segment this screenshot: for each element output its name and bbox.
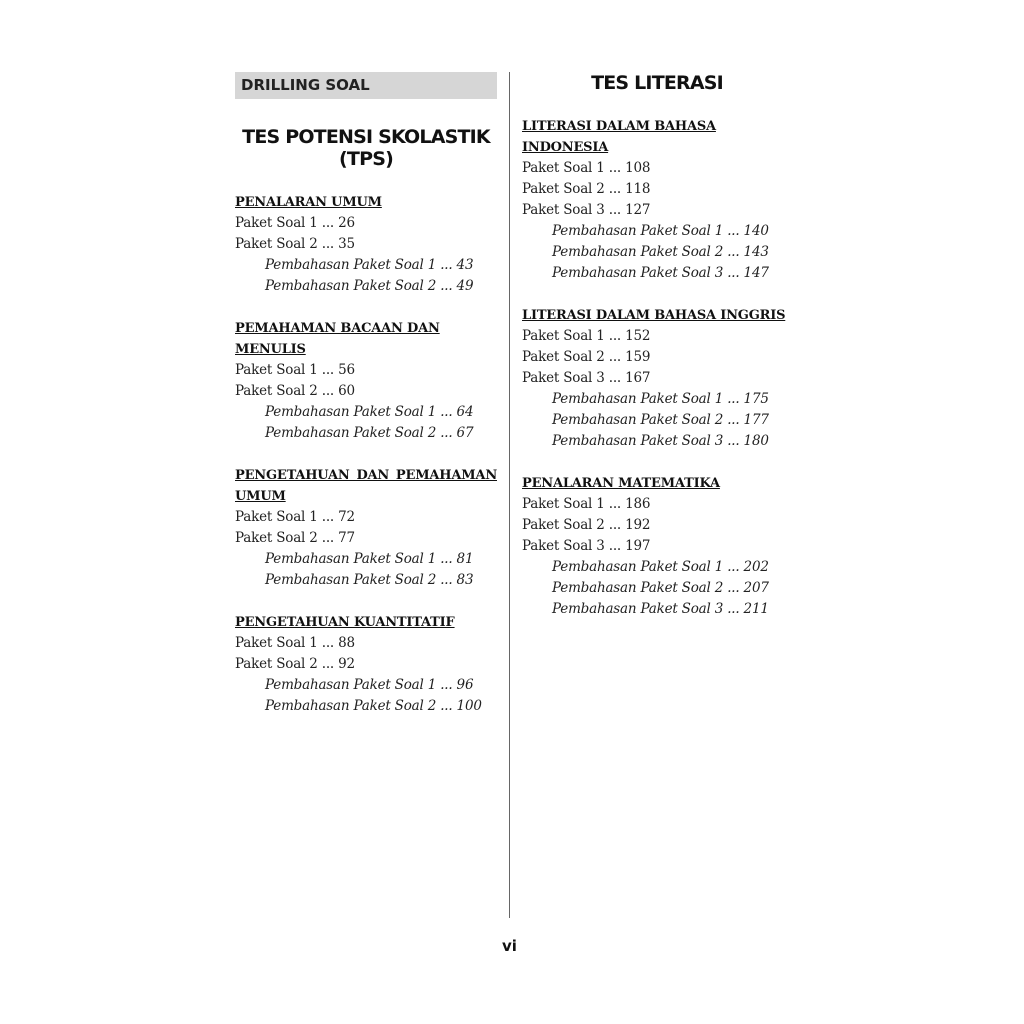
- toc-subentry[interactable]: Pembahasan Paket Soal 1 ... 175: [552, 391, 769, 407]
- toc-subentry[interactable]: Pembahasan Paket Soal 1 ... 202: [552, 559, 769, 575]
- toc-entry[interactable]: Paket Soal 1 ... 186: [522, 496, 651, 512]
- toc-entry[interactable]: Paket Soal 1 ... 88: [235, 635, 355, 651]
- section-heading[interactable]: PENALARAN UMUM: [235, 195, 382, 210]
- section-heading[interactable]: LITERASI DALAM BAHASA INDONESIA: [522, 119, 716, 155]
- toc-subentry[interactable]: Pembahasan Paket Soal 1 ... 64: [265, 404, 474, 420]
- page-number: vi: [502, 937, 517, 955]
- toc-subentry[interactable]: Pembahasan Paket Soal 3 ... 180: [552, 433, 769, 449]
- toc-entry[interactable]: Paket Soal 1 ... 56: [235, 362, 355, 378]
- tps-title: TES POTENSI SKOLASTIK (TPS): [242, 126, 490, 170]
- toc-subentry[interactable]: Pembahasan Paket Soal 2 ... 83: [265, 572, 474, 588]
- section-heading[interactable]: PEMAHAMAN BACAAN DAN MENULIS: [235, 321, 440, 357]
- toc-subentry[interactable]: Pembahasan Paket Soal 3 ... 211: [552, 601, 769, 617]
- literasi-title: TES LITERASI: [591, 72, 723, 94]
- left-column: [235, 72, 497, 717]
- section-heading[interactable]: PENGETAHUAN KUANTITATIF: [235, 615, 455, 630]
- toc-subentry[interactable]: Pembahasan Paket Soal 3 ... 147: [552, 265, 769, 281]
- toc-entry[interactable]: Paket Soal 1 ... 152: [522, 328, 651, 344]
- column-divider: [509, 72, 510, 918]
- toc-entry[interactable]: Paket Soal 2 ... 77: [235, 530, 355, 546]
- toc-subentry[interactable]: Pembahasan Paket Soal 2 ... 177: [552, 412, 769, 428]
- section-heading[interactable]: PENGETAHUAN DAN PEMAHAMAN UMUM: [235, 468, 497, 504]
- toc-entry[interactable]: Paket Soal 2 ... 159: [522, 349, 651, 365]
- toc-entry[interactable]: Paket Soal 2 ... 118: [522, 181, 651, 197]
- toc-entry[interactable]: Paket Soal 3 ... 197: [522, 538, 651, 554]
- toc-section-penalaran-umum: [235, 192, 497, 297]
- toc-subentry[interactable]: Pembahasan Paket Soal 2 ... 143: [552, 244, 769, 260]
- toc-section-literasi-indonesia: [522, 116, 792, 284]
- toc-section-literasi-inggris: [522, 305, 792, 452]
- toc-entry[interactable]: Paket Soal 3 ... 167: [522, 370, 651, 386]
- toc-subentry[interactable]: Pembahasan Paket Soal 2 ... 100: [265, 698, 482, 714]
- toc-subentry[interactable]: Pembahasan Paket Soal 2 ... 67: [265, 425, 474, 441]
- toc-entry[interactable]: Paket Soal 3 ... 127: [522, 202, 651, 218]
- toc-entry[interactable]: Paket Soal 1 ... 26: [235, 215, 355, 231]
- toc-subentry[interactable]: Pembahasan Paket Soal 1 ... 96: [265, 677, 474, 693]
- toc-entry[interactable]: Paket Soal 2 ... 192: [522, 517, 651, 533]
- drilling-soal-banner: DRILLING SOAL: [235, 72, 497, 99]
- toc-entry[interactable]: Paket Soal 2 ... 35: [235, 236, 355, 252]
- toc-entry[interactable]: Paket Soal 1 ... 108: [522, 160, 651, 176]
- toc-section-pengetahuan-umum: [235, 465, 497, 591]
- toc-subentry[interactable]: Pembahasan Paket Soal 1 ... 81: [265, 551, 474, 567]
- section-heading[interactable]: LITERASI DALAM BAHASA INGGRIS: [522, 308, 786, 323]
- toc-section-penalaran-matematika: [522, 473, 792, 620]
- toc-subentry[interactable]: Pembahasan Paket Soal 2 ... 207: [552, 580, 769, 596]
- toc-entry[interactable]: Paket Soal 2 ... 92: [235, 656, 355, 672]
- toc-subentry[interactable]: Pembahasan Paket Soal 2 ... 49: [265, 278, 474, 294]
- toc-section-pengetahuan-kuantitatif: [235, 612, 497, 717]
- toc-subentry[interactable]: Pembahasan Paket Soal 1 ... 140: [552, 223, 769, 239]
- toc-section-pemahaman-bacaan: [235, 318, 497, 444]
- right-column: [522, 72, 792, 620]
- section-heading[interactable]: PENALARAN MATEMATIKA: [522, 476, 720, 491]
- toc-entry[interactable]: Paket Soal 2 ... 60: [235, 383, 355, 399]
- toc-entry[interactable]: Paket Soal 1 ... 72: [235, 509, 355, 525]
- toc-subentry[interactable]: Pembahasan Paket Soal 1 ... 43: [265, 257, 474, 273]
